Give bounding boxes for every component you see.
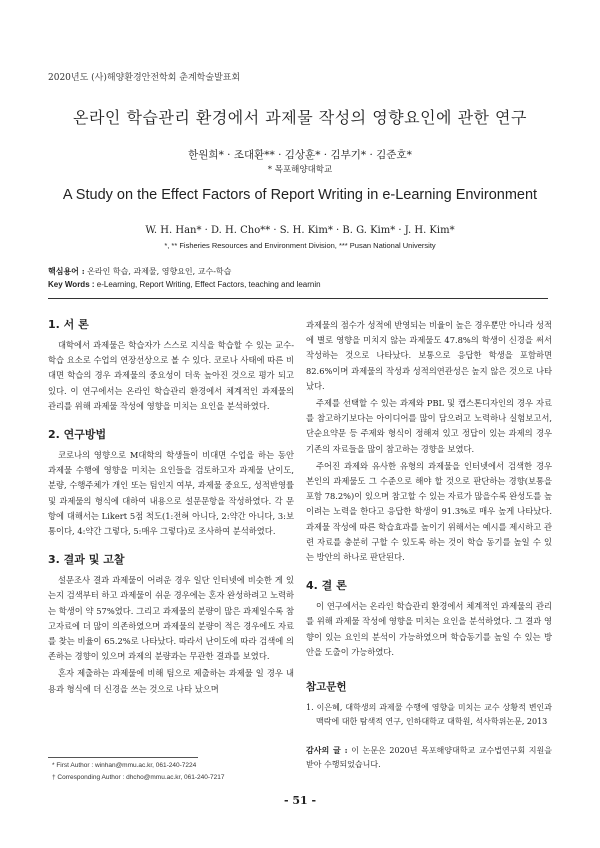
acknowledgement [306, 743, 552, 772]
section-intro-text: 대학에서 과제물은 학습자가 스스로 지식을 학습할 수 있는 교수-학습 요소로 수업의 연장선상으로 볼 수 있다. 코로나 사태에 따른 비대면 학습의 경우 과제물의 중요성이 더욱 높아진 것으로 평가 되고 있다. 이 연구에서는 온라인 학습관리 환경에서 체계적인 과제물의 관리를 위해 과제물 작성에 영향을 미치는 요인을 분석하였다. [48, 340, 294, 411]
right-column [306, 318, 552, 772]
keywords-english-label: Key Words : [48, 280, 95, 289]
page-number: - 51 - [283, 794, 317, 807]
section-results-text-1: 설문조사 결과 과제물이 어려운 경우 일단 인터넷에 비슷한 게 있는지 검색부터 하고 과제물이 쉬운 경우에는 혼자 완성하려고 노력하는 학생이 약 57%였다. 그리고 과제물의 분량이 많은 과제일수록 참고자료에 더 많이 의존하였으며 과제물의 분량이 적은 경우에도 자료를 찾는 비율이 65.2%로 나타났다. 따라서 난이도에 따라 검색에 의존하는 경향이 있으며 과제의 분량과는 무관한 결과를 보였다. [48, 575, 294, 662]
references-title: 참고문헌 [306, 681, 347, 694]
page-title-english: A Study on the Effect Factors of Report Writing in e-Learning Environment [62, 187, 538, 203]
section-intro-title: 1. 서 론 [48, 318, 89, 331]
section-results-text-2b: 과제물의 점수가 성적에 반영되는 비율이 높은 경우뿐만 아니라 성적에 별로 영향을 미치지 않는 과제물도 47.8%의 학생이 신경을 써서 작성하는 것으로 나타났다. 보통으로 응답한 학생을 포함하면 82.6%이며 과제물의 작성과 성적의연관성은 높지 않은 것으로 나타났다. [306, 320, 552, 391]
affiliation-english: *, ** Fisheries Resources and Environment Division, *** Pusan National University [164, 241, 436, 250]
reference-item: 1. 이은혜, 대학생의 과제물 수행에 영향을 미치는 교수 상황적 변인과 맥락에 대한 탐색적 연구, 인하대학교 대학원, 석사학위논문, 2013 [306, 703, 552, 727]
section-results-text-4: 주어진 과제와 유사한 유형의 과제물을 인터넷에서 검색한 경우 본인의 과제물도 그 수준으로 해야 할 것으로 판단하는 경향(보통을 포함 78.2%)이 있으며 참고할 수 있는 자료가 많을수록 완성도를 높이려는 노력을 한다고 응답한 학생이 91.3%로 매우 높게 나타났다. 과제물 작성에 따른 학습효과를 높이기 위해서는 예시를 제시하고 관련 자료를 충분히 구할 수 있도록 하는 것이 학습 동기를 높일 수 있는 방안의 하나로 판단된다. [306, 460, 552, 563]
footnote-divider [48, 757, 198, 758]
keywords-divider [48, 298, 548, 299]
section-results-text-3: 주제를 선택할 수 있는 과제와 PBL 및 캡스톤디자인의 경우 자료를 참고하기보다는 아이디어를 많이 담으려고 노력하나 실험보고서, 단순요약문 등 주제와 형식이 정해져 있고 정답이 있는 과제의 경우 기존의 자료들을 많이 참고하는 경향을 보였다. [306, 398, 552, 454]
keywords-korean-label: 핵심용어 : [48, 266, 85, 276]
acknowledgement-label: 감사의 글 : [306, 745, 348, 756]
keywords-korean [48, 266, 231, 277]
conference-header: 2020년도 (사)해양환경안전학회 춘계학술발표회 [48, 73, 241, 83]
footnote-first-author: * First Author : winhan@mmu.ac.kr, 061-240-7224 [52, 762, 197, 769]
keywords-english-text: e-Learning, Report Writing, Effect Factors, teaching and learnin [96, 280, 321, 289]
keywords-korean-text: 온라인 학습, 과제물, 영향요인, 교수-학습 [87, 267, 232, 276]
keywords-english [48, 280, 321, 289]
section-conclusion-text: 이 연구에서는 온라인 학습관리 환경에서 체계적인 과제물의 관리를 위해 과제물 작성에 영향을 미치는 요인을 분석하였다. 그 결과 영향이 있는 요인의 분석이 가능하였으며 학습동기를 높일 수 있는 방안을 도출이 가능하였다. [306, 601, 552, 657]
authors-korean: 한원희* · 조대환** · 김상훈* · 김부기* · 김준호* [188, 149, 412, 161]
affiliation-korean: * 목포해양대학교 [267, 165, 333, 175]
section-results-text-2a: 혼자 제출하는 과제물에 비해 팀으로 제출하는 과제물 일 경우 내용과 형식에 더 신경을 쓰는 것으로 나타 났으며 [48, 668, 294, 694]
section-method-text: 코로나의 영향으로 M대학의 학생들이 비대면 수업을 하는 동안 과제물 수행에 영향을 미치는 요인들을 검토하고자 과제물 난이도, 분량, 수행주체가 개인 또는 팀인지 여부, 과제물 중요도, 성적반영률 및 과제물의 형식에 대하여 내용으로 설문문항을 작성하였다. 각 문항에 대해서는 Likert 5점 척도(1:전혀 아니다, 2:약간 아니다, 3:보통이다, 4:약간 그렇다, 5:매우 그렇다)로 조사하여 분석하였다. [48, 450, 294, 537]
section-method-title: 2. 연구방법 [48, 428, 107, 442]
footnote-corresponding-author: † Corresponding Author : dhcho@mmu.ac.kr, 061-240-7217 [52, 774, 225, 781]
page-title-korean: 온라인 학습관리 환경에서 과제물 작성의 영향요인에 관한 연구 [73, 108, 527, 127]
authors-english: W. H. Han* · D. H. Cho** · S. H. Kim* · B. G. Kim* · J. H. Kim* [145, 225, 455, 236]
left-column [48, 318, 294, 699]
acknowledgement-text: 이 논문은 2020년 목포해양대학교 교수법연구회 지원을 받아 수행되었습니다. [306, 746, 552, 770]
section-results-title: 3. 결과 및 고찰 [48, 553, 125, 567]
section-conclusion-title: 4. 결 론 [306, 579, 347, 593]
